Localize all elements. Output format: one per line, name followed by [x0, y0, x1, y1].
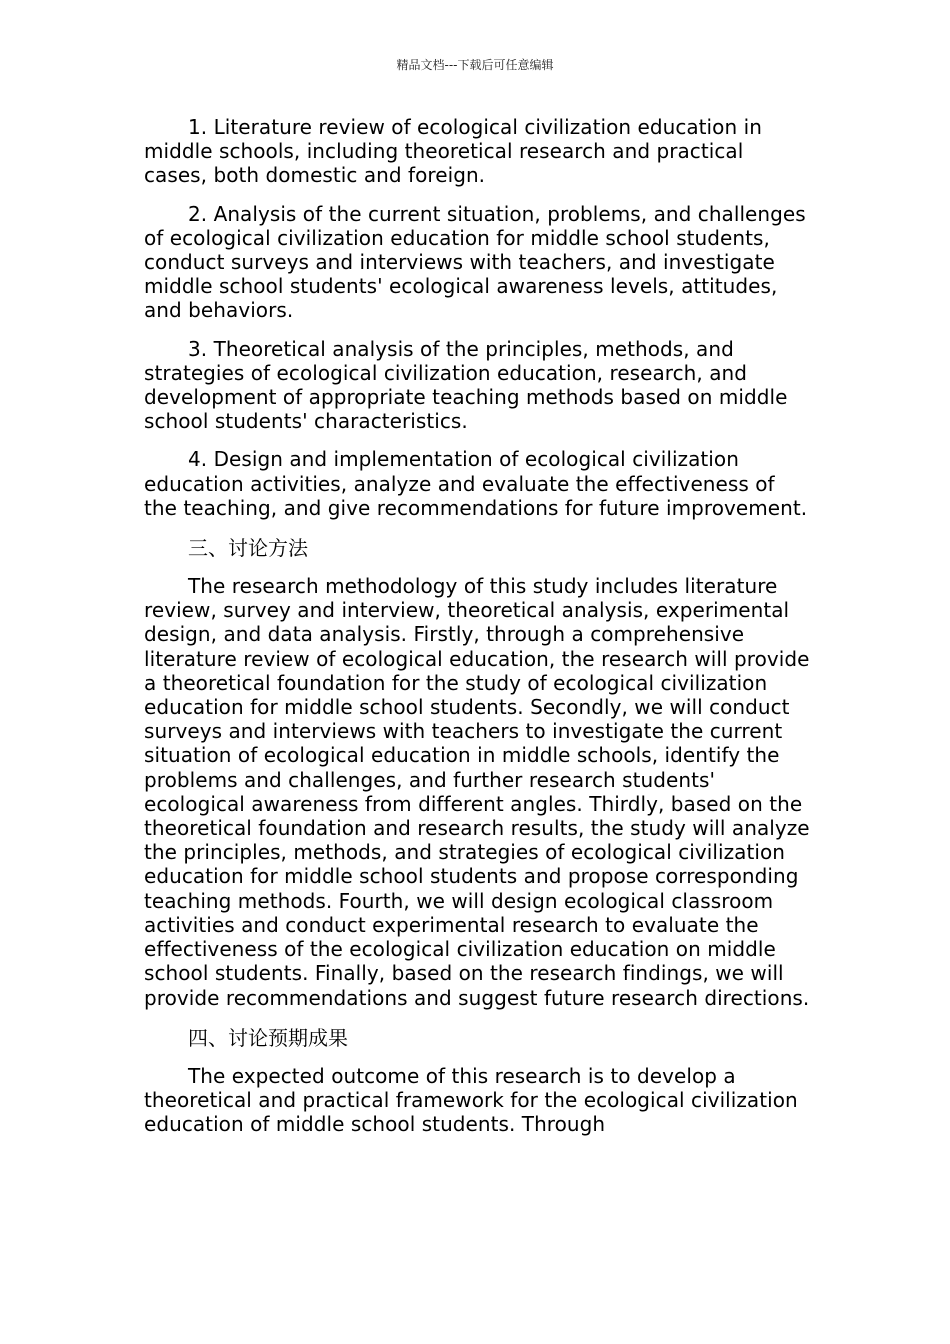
section-heading-outcomes: 四、讨论预期成果 [188, 1025, 348, 1050]
section-heading-methods: 三、讨论方法 [188, 536, 308, 561]
page-header: 精品文档---下载后可任意编辑 [396, 58, 554, 72]
list-item-1: 1. Literature review of ecological civilization education in middle schools, including theoretical research and practical cases, both domestic and foreign. [144, 115, 762, 188]
list-item-2: 2. Analysis of the current situation, problems, and challenges of ecological civilization education for middle school students, conduct surveys and interviews with teachers, and investigate middle school students' ecological awareness levels, attitudes, and behaviors. [144, 201, 806, 323]
document-body [144, 115, 810, 1150]
list-item-4: 4. Design and implementation of ecological civilization education activities, analyze and evaluate the effectiveness of the teaching, and give recommendations for future improvement. [144, 447, 808, 520]
outcomes-paragraph: The expected outcome of this research is to develop a theoretical and practical framework for the ecological civilization education of middle school students. Through [144, 1063, 798, 1137]
list-item-3: 3. Theoretical analysis of the principles, methods, and strategies of ecological civilization education, research, and development of appropriate teaching methods based on middle school students' characteristics. [144, 336, 788, 434]
methods-paragraph: The research methodology of this study includes literature review, survey and interview, theoretical analysis, experimental design, and data analysis. Firstly, through a comprehensive literature review of ecological education, the research will provide a theoretical foundation for the study of ecological civilization education for middle school students. Secondly, we will conduct surveys and interviews with teachers to investigate the current situation of ecological education in middle schools, identify the problems and challenges, and further research students' ecological awareness from different angles. Thirdly, based on the theoretical foundation and research results, the study will analyze the principles, methods, and strategies of ecological civilization education for middle school students and propose corresponding teaching methods. Fourth, we will design ecological classroom activities and conduct experimental research to evaluate the effectiveness of the ecological civilization education on middle school students. Finally, based on the research findings, we will provide recommendations and suggest future research directions. [144, 574, 810, 1010]
